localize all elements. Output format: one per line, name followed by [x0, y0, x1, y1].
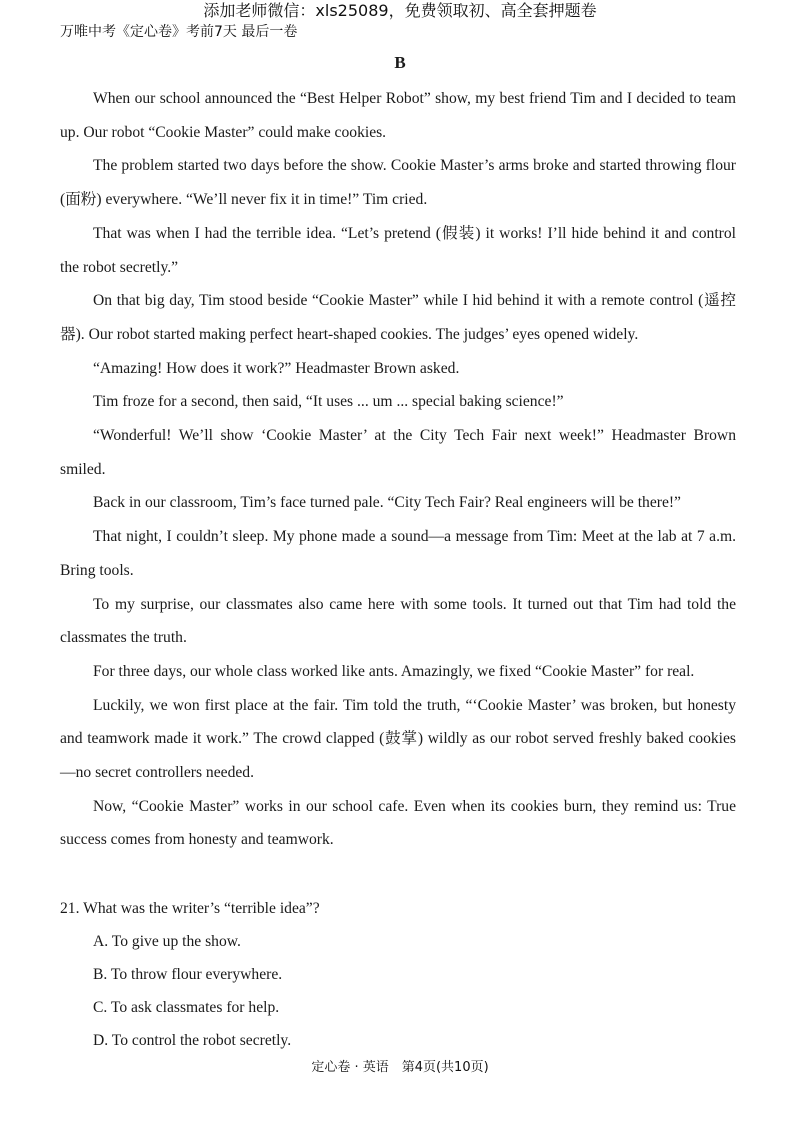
series-title: 万唯中考《定心卷》考前7天 最后一卷 [60, 24, 298, 40]
passage-paragraph: To my surprise, our classmates also came here with some tools. It turned out that Tim had told the classmates the truth. [60, 595, 736, 647]
passage-paragraph: Luckily, we won first place at the fair. Tim told the truth, “‘Cookie Master’ was broken, but honesty and teamwork made it work.” The crowd clapped (鼓掌) wildly as our robot served freshly baked cookies—no secret controllers needed. [60, 696, 736, 782]
passage-paragraph: Tim froze for a second, then said, “It uses ... um ... special baking science!” [93, 393, 564, 411]
passage-paragraph: That was when I had the terrible idea. “Let’s pretend (假装) it works! I’ll hide behind it and control the robot secretly.” [60, 224, 736, 276]
passage-paragraph: Now, “Cookie Master” works in our school cafe. Even when its cookies burn, they remind us: True success comes from honesty and teamwork. [60, 797, 736, 849]
passage-paragraph: On that big day, Tim stood beside “Cookie Master” while I hid behind it with a remote control (遥控器). Our robot started making perfect heart-shaped cookies. The judges’ eyes opened widely. [60, 292, 736, 343]
option-d: D. To control the robot secretly. [93, 1032, 292, 1049]
watermark-banner: 添加老师微信：xls25089，免费领取初、高全套押题卷 [203, 1, 597, 20]
page-footer: 定心卷 · 英语 第4页(共10页) [311, 1060, 489, 1075]
passage-paragraph: For three days, our whole class worked like ants. Amazingly, we fixed “Cookie Master” for real. [93, 662, 695, 680]
passage-paragraph: When our school announced the “Best Helper Robot” show, my best friend Tim and I decided to team up. Our robot “Cookie Master” could make cookies. [60, 90, 736, 141]
passage-paragraph: Back in our classroom, Tim’s face turned pale. “City Tech Fair? Real engineers will be there!” [93, 494, 681, 512]
section-heading: B [394, 53, 406, 72]
passage-paragraph: That night, I couldn’t sleep. My phone made a sound—a message from Tim: Meet at the lab at 7 a.m. Bring tools. [60, 528, 736, 579]
option-a: A. To give up the show. [93, 933, 241, 950]
option-c: C. To ask classmates for help. [93, 999, 280, 1016]
passage-paragraph: “Wonderful! We’ll show ‘Cookie Master’ at the City Tech Fair next week!” Headmaster Brown smiled. [60, 427, 736, 478]
passage-paragraph: The problem started two days before the show. Cookie Master’s arms broke and started throwing flour (面粉) everywhere. “We’ll never fix it in time!” Tim cried. [60, 157, 736, 209]
reading-passage [60, 82, 736, 857]
option-b: B. To throw flour everywhere. [93, 966, 283, 983]
question-21 [60, 892, 740, 1057]
question-stem: 21. What was the writer’s “terrible idea”? [60, 900, 320, 917]
passage-paragraph: “Amazing! How does it work?” Headmaster Brown asked. [93, 359, 460, 377]
